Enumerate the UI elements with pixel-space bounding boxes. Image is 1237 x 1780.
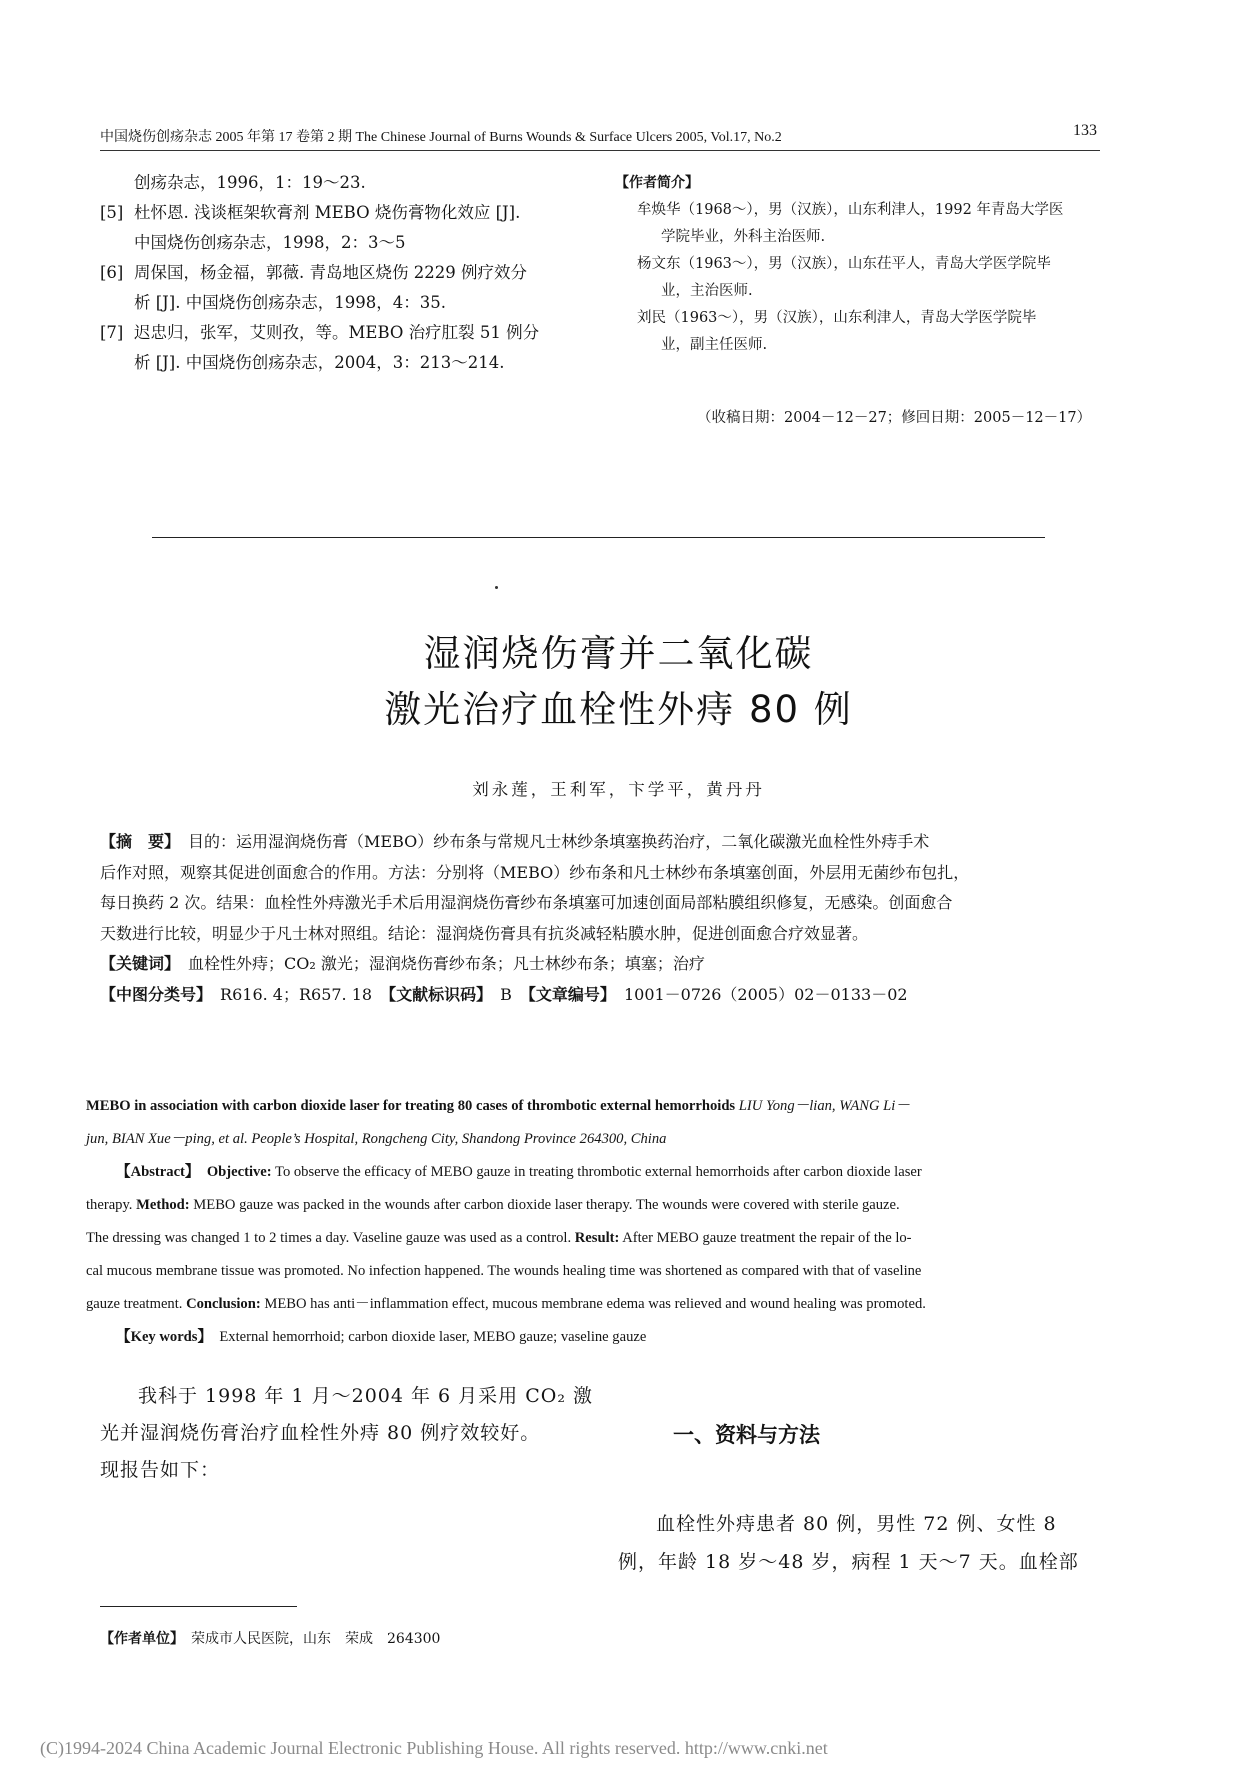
classification-code: R616. 4；R657. 18 [220, 984, 373, 1004]
keywords-label: 【关键词】 [100, 954, 173, 973]
english-keywords-text: External hemorrhoid; carbon dioxide laser, MEBO gauze; vaseline gauze [219, 1329, 647, 1345]
method-label: Method: [136, 1197, 190, 1213]
abstract-line: 天数进行比较，明显少于凡士林对照组。结论：湿润烧伤膏具有抗炎减轻粘膜水肿，促进创面愈合疗效显著。 [100, 923, 869, 943]
english-abstract-text: gauze treatment. [86, 1296, 183, 1312]
reference-label: [7] [100, 323, 124, 342]
english-authors: LIU Yong－lian, WANG Li－ [738, 1098, 910, 1114]
reference-item [100, 318, 600, 348]
abstract-text: 目的：运用湿润烧伤膏（MEBO）纱布条与常规凡士林纱条填塞换药治疗，二氧化碳激光血栓性外痔手术 [188, 832, 930, 851]
article-number-label: 【文章编号】 [527, 984, 608, 1004]
body-line: 现报告如下： [100, 1459, 221, 1481]
reference-text: 析 [J]. 中国烧伤创疡杂志，2004，3：213～214. [134, 353, 505, 372]
conclusion-label: Conclusion: [186, 1296, 261, 1312]
keywords-line [100, 949, 1137, 980]
english-abstract-text: After MEBO gauze treatment the repair of the lo- [622, 1230, 912, 1246]
reference-text: 迟忠归，张军，艾则孜，等。MEBO 治疗肛裂 51 例分 [134, 323, 540, 342]
author-bio-line: 杨文东（1963～），男（汉族），山东茌平人，青岛大学医学院毕 [637, 256, 1051, 272]
reference-item [100, 258, 600, 288]
abstract-label: 【摘 要】 [100, 832, 173, 851]
methods-paragraph [618, 1505, 1118, 1581]
article-title-line-2: 激光治疗血栓性外痔 80 例 [384, 688, 853, 731]
reference-label: [5] [100, 203, 124, 222]
reference-text: 周保国，杨金福，郭薇. 青岛地区烧伤 2229 例疗效分 [134, 263, 527, 282]
abstract-chinese [100, 827, 1137, 1010]
english-abstract-line [86, 1222, 1146, 1255]
document-code-label: 【文献标识码】 [388, 984, 485, 1004]
author-bio-line: 业，副主任医师. [661, 337, 768, 353]
body-line: 例，年龄 18 岁～48 岁，病程 1 天～7 天。血栓部 [618, 1551, 1079, 1573]
reference-text: 析 [J]. 中国烧伤创疡杂志，1998，4：35. [134, 293, 446, 312]
author-bio-line: 刘民（1963～），男（汉族），山东利津人，青岛大学医学院毕 [637, 310, 1037, 326]
english-abstract-line [86, 1288, 1146, 1321]
reference-label: [6] [100, 263, 124, 282]
english-abstract-text: To observe the efficacy of MEBO gauze in treating thrombotic external hemorrhoids after carbon dioxide laser [275, 1164, 922, 1180]
classification-line [100, 980, 1137, 1011]
print-speck [495, 586, 498, 589]
english-abstract-text: The dressing was changed 1 to 2 times a day. Vaseline gauze was used as a control. [86, 1230, 572, 1246]
author-bio-line: 牟焕华（1968～），男（汉族），山东利津人，1992 年青岛大学医 [637, 202, 1064, 218]
intro-paragraph [100, 1378, 620, 1489]
article-title [100, 626, 1137, 738]
abstract-line: 后作对照，观察其促进创面愈合的作用。方法：分别将（MEBO）纱布条和凡士林纱布条填塞创面，外层用无菌纱布包扎， [100, 862, 970, 882]
abstract-line [100, 827, 1137, 858]
running-header-text: 中国烧伤创疡杂志 2005 年第 17 卷第 2 期 The Chinese Journal of Burns Wounds & Surface Ulcers 2005, Vol.17, No.2 [100, 130, 782, 145]
article-number: 1001－0726（2005）02－0133－02 [623, 984, 908, 1004]
footnote-text: 荣成市人民医院，山东 荣成 264300 [191, 1631, 441, 1647]
objective-label: Objective: [206, 1164, 272, 1180]
header-rule [100, 150, 1100, 151]
english-abstract-line [86, 1189, 1146, 1222]
document-code: B [500, 984, 512, 1004]
author-bio-line: 学院毕业，外科主治医师. [661, 229, 826, 245]
page-number: 133 [1073, 122, 1097, 139]
reference-text: 中国烧伤创疡杂志，1998，2：3～5 [134, 233, 406, 252]
author-list: 刘永莲，王利军，卞学平，黄丹丹 [472, 780, 765, 799]
english-keywords-line [86, 1321, 1146, 1354]
abstract-line: 每日换药 2 次。结果：血栓性外痔激光手术后用湿润烧伤膏纱布条填塞可加速创面局部粘膜组织修复，无感染。创面愈合 [100, 893, 953, 912]
result-label: Result: [574, 1230, 620, 1246]
received-dates: （收稿日期：2004－12－27；修回日期：2005－12－17） [697, 410, 1092, 426]
copyright-notice: (C)1994-2024 China Academic Journal Electronic Publishing House. All rights reserved. http://www.cnki.net [40, 1738, 828, 1758]
english-keywords-label: 【Key words】 [116, 1329, 205, 1345]
section-heading: 一、资料与方法 [673, 1423, 820, 1447]
english-affiliation: jun, BIAN Xue－ping, et al. People’s Hospital, Rongcheng City, Shandong Province 264300, China [86, 1131, 667, 1147]
english-abstract-text: therapy. [86, 1197, 133, 1213]
reference-list [100, 168, 600, 378]
body-line: 我科于 1998 年 1 月～2004 年 6 月采用 CO₂ 激 [138, 1385, 593, 1407]
classification-label: 【中图分类号】 [100, 984, 205, 1004]
english-title-line [86, 1090, 1146, 1123]
footnote-label: 【作者单位】 [100, 1631, 177, 1647]
article-title-line-1: 湿润烧伤膏并二氧化碳 [423, 632, 814, 675]
reference-item [100, 198, 600, 228]
reference-text: 杜怀恩. 浅谈框架软膏剂 MEBO 烧伤膏物化效应 [J]. [134, 203, 521, 222]
reference-continuation: 创疡杂志，1996，1：19～23. [134, 173, 366, 192]
english-abstract-label: 【Abstract】 [116, 1164, 193, 1180]
author-bio-line: 业，主治医师. [661, 283, 753, 299]
article-separator [152, 537, 1045, 538]
footnote-rule [100, 1606, 297, 1607]
author-bio-heading: 【作者简介】 [615, 175, 699, 191]
body-line: 光并湿润烧伤膏治疗血栓性外痔 80 例疗效较好。 [100, 1422, 541, 1444]
footnote [100, 1628, 440, 1648]
english-title: MEBO in association with carbon dioxide laser for treating 80 cases of thrombotic external hemorrhoids [86, 1098, 736, 1114]
abstract-english [86, 1090, 1146, 1354]
running-header [100, 122, 1100, 146]
body-line: 血栓性外痔患者 80 例，男性 72 例、女性 8 [656, 1513, 1057, 1535]
english-abstract-line [86, 1156, 1146, 1189]
keywords-text: 血栓性外痔；CO₂ 激光；湿润烧伤膏纱布条；凡士林纱布条；填塞；治疗 [188, 954, 705, 973]
english-abstract-text: MEBO gauze was packed in the wounds after carbon dioxide laser therapy. The wounds were covered with sterile gauze. [193, 1197, 900, 1213]
english-abstract-line: cal mucous membrane tissue was promoted. No infection happened. The wounds healing time was shortened as compared with that of vaseline [86, 1263, 922, 1279]
english-abstract-text: MEBO has anti－inflammation effect, mucous membrane edema was relieved and wound healing was promoted. [264, 1296, 926, 1312]
author-bio [615, 170, 1135, 359]
